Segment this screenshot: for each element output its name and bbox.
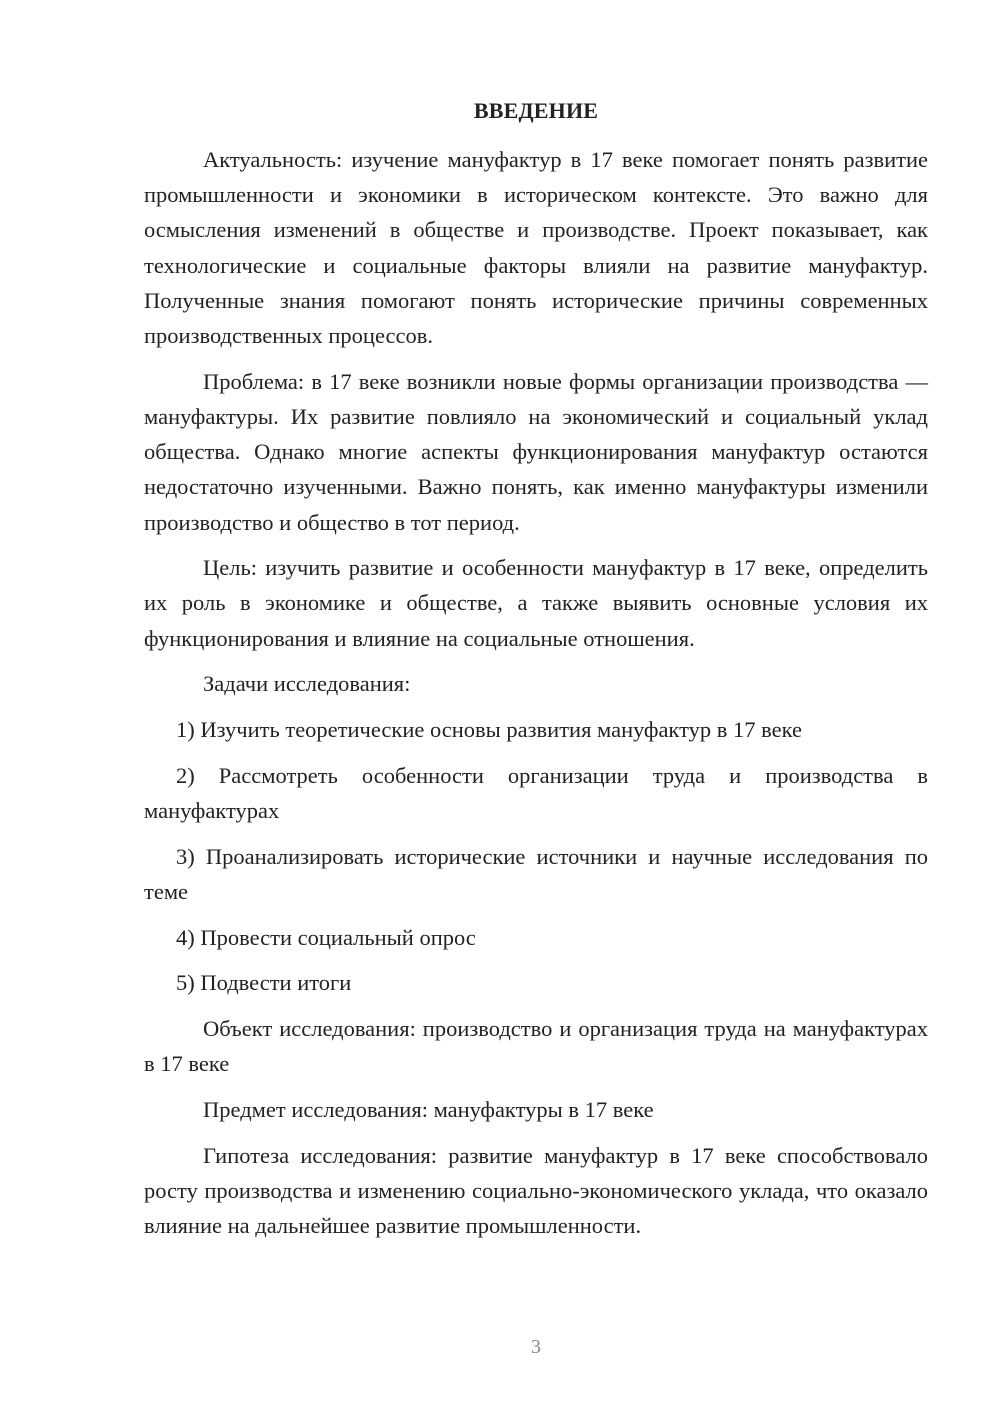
- task-item: 5) Подвести итоги: [176, 970, 352, 996]
- hypothesis-paragraph: Гипотеза исследования: развитие мануфактур в 17 веке способствовало росту производства и изменению социально-экономического уклада, что оказало влияние на дальнейшее развитие промышленности.: [144, 1142, 928, 1238]
- problem-paragraph: Проблема: в 17 веке возникли новые формы организации производства — мануфактуры. Их развитие повлияло на экономический и социальный уклад общества. Однако многие аспекты функционирования мануфактур остаются недостаточно изученными. Важно понять, как именно мануфактуры изменили производство и общество в тот период.: [144, 368, 928, 535]
- page-number: 3: [531, 1336, 541, 1358]
- tasks-heading: Задачи исследования:: [203, 671, 411, 697]
- task-item: 2) Рассмотреть особенности организации труда и производства в мануфактурах: [144, 762, 928, 823]
- object-paragraph: Объект исследования: производство и организация труда на мануфактурах в 17 веке: [144, 1015, 928, 1077]
- document-body: [144, 142, 928, 1254]
- relevance-paragraph: Актуальность: изучение мануфактур в 17 веке помогает понять развитие промышленности и экономики в историческом контексте. Это важно для осмысления изменений в обществе и производстве. Проект показывает, как технологические и социальные факторы влияли на развитие мануфактур. Полученные знания помогают понять исторические причины современных производственных процессов.: [144, 147, 928, 349]
- task-item: 1) Изучить теоретические основы развития мануфактур в 17 веке: [176, 717, 802, 743]
- subject-paragraph: Предмет исследования: мануфактуры в 17 веке: [203, 1096, 654, 1122]
- page-title: ВВЕДЕНИЕ: [473, 98, 599, 123]
- task-item: 4) Провести социальный опрос: [176, 924, 476, 950]
- goal-paragraph: Цель: изучить развитие и особенности мануфактур в 17 веке, определить их роль в экономике и обществе, а также выявить основные условия их функционирования и влияние на социальные отношения.: [144, 555, 928, 651]
- task-item: 3) Проанализировать исторические источники и научные исследования по теме: [144, 843, 928, 904]
